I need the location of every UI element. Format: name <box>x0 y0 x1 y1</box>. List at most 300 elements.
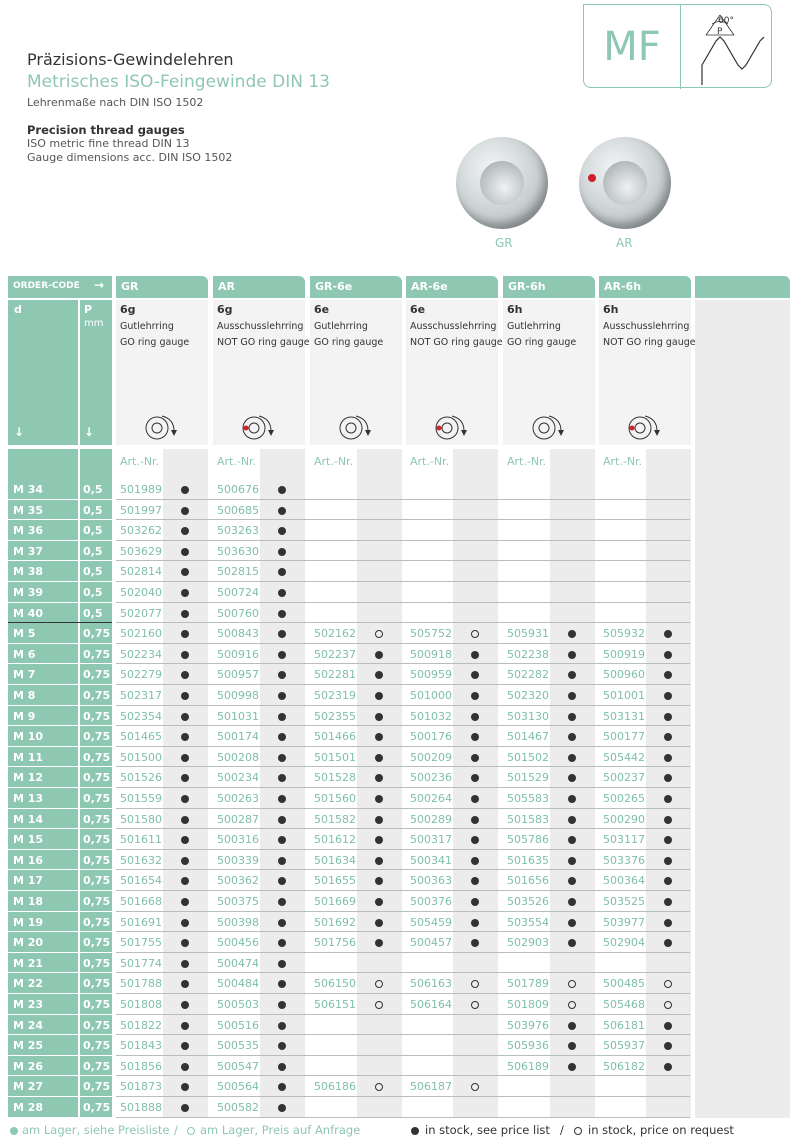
article-number: 500264 <box>410 792 452 805</box>
thread-pitch: 0,75 <box>83 1018 111 1032</box>
row-divider <box>116 705 690 706</box>
page-subtitle: Metrisches ISO-Feingewinde DIN 13 <box>27 72 330 92</box>
group-shade-3 <box>453 449 498 1118</box>
in-stock-dot-icon <box>664 816 672 824</box>
subtitle-en: ISO metric fine thread DIN 13 <box>27 137 190 150</box>
thread-diameter: M 25 <box>13 1039 44 1053</box>
article-number: 505583 <box>507 792 549 805</box>
pitch-label: P <box>717 27 723 37</box>
art-nr-header: Art.-Nr. <box>603 455 643 468</box>
in-stock-dot-icon <box>471 898 479 906</box>
in-stock-dot-icon <box>278 857 286 865</box>
thread-pitch: 0,5 <box>83 606 103 620</box>
row-divider-left <box>8 787 112 788</box>
article-number: 502282 <box>507 668 549 682</box>
thread-pitch: 0,75 <box>83 977 111 991</box>
article-number: 500177 <box>603 730 645 744</box>
thread-pitch: 0,75 <box>83 668 111 682</box>
row-divider-left <box>8 849 112 850</box>
in-stock-dot-icon <box>375 816 383 824</box>
thread-pitch: 0,75 <box>83 750 111 764</box>
gr-image-label: GR <box>495 236 513 250</box>
row-divider-left <box>8 869 112 870</box>
p-label: P <box>84 303 93 316</box>
thread-pitch: 0,75 <box>83 1080 111 1094</box>
tolerance-grade: 6g <box>217 303 233 316</box>
thread-diameter: M 37 <box>13 544 44 558</box>
article-number: 502320 <box>507 689 549 702</box>
row-divider-left <box>8 1014 112 1015</box>
in-stock-dot-icon <box>664 857 672 865</box>
row-divider-left <box>8 499 112 500</box>
in-stock-dot-icon <box>375 919 383 927</box>
tolerance-grade: 6h <box>507 303 523 316</box>
row-divider <box>116 1117 690 1118</box>
article-number: 502814 <box>120 565 162 579</box>
row-divider-left <box>8 911 112 912</box>
thread-diameter: M 23 <box>13 998 44 1011</box>
nogo-ring-rotation-icon <box>239 413 279 443</box>
in-stock-dot-icon <box>278 898 286 906</box>
article-number: 502279 <box>120 668 162 682</box>
legend-full-en: in stock, see price list <box>425 1123 550 1137</box>
thread-diameter: M 12 <box>13 771 44 785</box>
in-stock-dot-icon <box>568 919 576 927</box>
thread-diameter: M 24 <box>13 1018 44 1032</box>
d-column-header <box>8 300 78 445</box>
article-number: 500376 <box>410 895 452 908</box>
article-number: 505936 <box>507 1039 549 1053</box>
in-stock-dot-icon <box>181 692 189 700</box>
article-number: 501634 <box>314 853 356 867</box>
article-number: 502317 <box>120 689 162 702</box>
thread-diameter: M 18 <box>13 895 44 908</box>
article-number: 505937 <box>603 1039 645 1053</box>
article-number: 502238 <box>507 647 549 661</box>
legend-open-dot-icon <box>187 1127 195 1135</box>
article-number: 501559 <box>120 792 162 805</box>
thread-diameter: M 15 <box>13 833 44 847</box>
article-number: 501528 <box>314 771 356 785</box>
gauge-name-en: NOT GO ring gauge <box>603 337 696 348</box>
thread-pitch: 0,5 <box>83 565 103 579</box>
article-number: 503526 <box>507 895 549 908</box>
thread-diameter: M 9 <box>13 709 36 723</box>
row-divider-left <box>8 766 112 767</box>
in-stock-dot-icon <box>181 548 189 556</box>
article-number: 505932 <box>603 627 645 641</box>
article-number: 501774 <box>120 956 162 970</box>
in-stock-dot-icon <box>278 651 286 659</box>
row-divider-left <box>8 560 112 561</box>
thread-diameter: M 6 <box>13 647 36 661</box>
go-ring-rotation-icon <box>142 413 182 443</box>
gr-ring-bore <box>480 161 524 205</box>
in-stock-dot-icon <box>568 795 576 803</box>
article-number: 500209 <box>410 750 452 764</box>
gauge-name-en: GO ring gauge <box>314 337 384 348</box>
price-on-request-dot-icon <box>568 1001 576 1009</box>
in-stock-dot-icon <box>181 1104 189 1112</box>
article-number: 501032 <box>410 709 452 723</box>
article-number: 500265 <box>603 792 645 805</box>
in-stock-dot-icon <box>278 589 286 597</box>
article-number: 501635 <box>507 853 549 867</box>
in-stock-dot-icon <box>568 898 576 906</box>
article-number: 506163 <box>410 977 452 991</box>
ar-ring-bore <box>603 161 647 205</box>
d-down-arrow-icon: ↓ <box>14 425 25 439</box>
thread-pitch: 0,75 <box>83 709 111 723</box>
angle-label: 60° <box>718 16 734 26</box>
article-number: 505442 <box>603 750 645 764</box>
row-divider-left <box>8 602 112 603</box>
thread-diameter: M 22 <box>13 977 44 991</box>
in-stock-dot-icon <box>181 960 189 968</box>
ar-image-label: AR <box>616 236 633 250</box>
thread-diameter: M 10 <box>13 730 44 744</box>
thread-diameter: M 34 <box>13 483 44 496</box>
article-number: 500236 <box>410 771 452 785</box>
article-number: 500547 <box>217 1059 259 1073</box>
article-number: 500957 <box>217 668 259 682</box>
thread-diameter: M 17 <box>13 874 44 888</box>
in-stock-dot-icon <box>568 651 576 659</box>
row-divider <box>116 540 690 541</box>
thread-diameter: M 5 <box>13 627 36 641</box>
order-code-arrow-icon: → <box>94 278 105 292</box>
thread-pitch: 0,5 <box>83 524 103 538</box>
thread-type-badge <box>583 4 772 88</box>
row-divider-left <box>8 890 112 891</box>
row-divider <box>116 952 690 953</box>
row-divider <box>116 560 690 561</box>
thread-pitch: 0,75 <box>83 874 111 888</box>
article-number: 503629 <box>120 544 162 558</box>
article-number: 502281 <box>314 668 356 682</box>
row-divider-left <box>8 931 112 932</box>
article-number: 500234 <box>217 771 259 785</box>
in-stock-dot-icon <box>664 713 672 721</box>
article-number: 500474 <box>217 956 259 970</box>
thread-pitch: 0,75 <box>83 730 111 744</box>
tolerance-grade: 6g <box>120 303 136 316</box>
in-stock-dot-icon <box>664 1022 672 1030</box>
article-number: 500760 <box>217 606 259 620</box>
thread-diameter: M 35 <box>13 503 44 517</box>
in-stock-dot-icon <box>181 486 189 494</box>
row-divider <box>116 1096 690 1097</box>
group-header-gr-6h: GR-6h <box>503 276 595 298</box>
in-stock-dot-icon <box>181 816 189 824</box>
art-nr-header: Art.-Nr. <box>314 455 354 468</box>
in-stock-dot-icon <box>278 960 286 968</box>
row-divider-left <box>8 828 112 829</box>
in-stock-dot-icon <box>181 1063 189 1071</box>
row-divider-left <box>8 1117 112 1118</box>
article-number: 500341 <box>410 853 452 867</box>
article-number: 500176 <box>410 730 452 744</box>
row-divider-left <box>8 1075 112 1076</box>
in-stock-dot-icon <box>375 898 383 906</box>
thread-pitch: 0,5 <box>83 503 103 517</box>
row-divider <box>116 1075 690 1076</box>
thread-diameter: M 40 <box>13 606 44 620</box>
in-stock-dot-icon <box>181 919 189 927</box>
go-ring-rotation-icon <box>336 413 376 443</box>
in-stock-dot-icon <box>278 754 286 762</box>
article-number: 501001 <box>603 689 645 702</box>
go-ring-rotation-icon <box>529 413 569 443</box>
article-number: 503263 <box>217 524 259 538</box>
article-number: 502237 <box>314 647 356 661</box>
extra-column-body <box>695 300 790 1118</box>
row-divider <box>116 519 690 520</box>
thread-diameter: M 26 <box>13 1059 44 1073</box>
in-stock-dot-icon <box>278 713 286 721</box>
article-number: 500582 <box>217 1101 259 1114</box>
in-stock-dot-icon <box>375 692 383 700</box>
thread-pitch: 0,75 <box>83 956 111 970</box>
article-number: 501788 <box>120 977 162 991</box>
in-stock-dot-icon <box>375 857 383 865</box>
article-number: 506181 <box>603 1018 645 1032</box>
article-number: 500685 <box>217 503 259 517</box>
row-divider <box>116 1034 690 1035</box>
article-number: 505468 <box>603 998 645 1011</box>
article-number: 500290 <box>603 812 645 826</box>
article-number: 501580 <box>120 812 162 826</box>
row-divider-left <box>8 581 112 582</box>
article-number: 503376 <box>603 853 645 867</box>
group-shade-4 <box>550 449 595 1118</box>
row-divider <box>116 1014 690 1015</box>
article-number: 501500 <box>120 750 162 764</box>
thread-pitch: 0,75 <box>83 689 111 702</box>
thread-diameter: M 38 <box>13 565 44 579</box>
in-stock-dot-icon <box>181 754 189 762</box>
article-number: 503117 <box>603 833 645 847</box>
in-stock-dot-icon <box>471 816 479 824</box>
in-stock-dot-icon <box>181 610 189 618</box>
in-stock-dot-icon <box>664 1063 672 1071</box>
row-divider <box>116 622 690 623</box>
row-divider-left <box>8 643 112 644</box>
row-divider <box>116 602 690 603</box>
in-stock-dot-icon <box>181 857 189 865</box>
thread-pitch: 0,5 <box>83 544 103 558</box>
legend-separator: / <box>174 1123 178 1137</box>
pitch-group-divider <box>8 622 112 623</box>
gauge-name-en: GO ring gauge <box>507 337 577 348</box>
row-divider <box>116 746 690 747</box>
article-number: 501526 <box>120 771 162 785</box>
article-number: 501668 <box>120 895 162 908</box>
in-stock-dot-icon <box>471 754 479 762</box>
in-stock-dot-icon <box>375 795 383 803</box>
legend-open-de: am Lager, Preis auf Anfrage <box>200 1123 361 1137</box>
in-stock-dot-icon <box>181 1001 189 1009</box>
article-number: 503525 <box>603 895 645 908</box>
gauge-name-de: Ausschusslehrring <box>217 321 304 332</box>
thread-diameter: M 13 <box>13 792 44 805</box>
article-number: 506189 <box>507 1059 549 1073</box>
nogo-ring-rotation-icon <box>625 413 665 443</box>
article-number: 501808 <box>120 998 162 1011</box>
thread-profile-icon <box>684 7 770 87</box>
thread-diameter: M 20 <box>13 936 44 950</box>
row-divider-left <box>8 540 112 541</box>
article-number: 501755 <box>120 936 162 950</box>
art-nr-header: Art.-Nr. <box>410 455 450 468</box>
in-stock-dot-icon <box>181 1022 189 1030</box>
article-number: 502319 <box>314 689 356 702</box>
article-number: 502234 <box>120 647 162 661</box>
article-number: 506187 <box>410 1080 452 1094</box>
article-number: 500339 <box>217 853 259 867</box>
price-on-request-dot-icon <box>471 1001 479 1009</box>
extra-column-header <box>695 276 790 298</box>
row-divider <box>116 890 690 891</box>
thread-pitch: 0,75 <box>83 647 111 661</box>
in-stock-dot-icon <box>278 1001 286 1009</box>
article-number: 503130 <box>507 709 549 723</box>
row-divider-left <box>8 705 112 706</box>
in-stock-dot-icon <box>375 754 383 762</box>
gauge-name-en: NOT GO ring gauge <box>217 337 310 348</box>
in-stock-dot-icon <box>278 919 286 927</box>
article-number: 500375 <box>217 895 259 908</box>
article-number: 501888 <box>120 1101 162 1114</box>
in-stock-dot-icon <box>278 1063 286 1071</box>
article-number: 500724 <box>217 586 259 599</box>
article-number: 501632 <box>120 853 162 867</box>
in-stock-dot-icon <box>568 816 576 824</box>
article-number: 500564 <box>217 1080 259 1094</box>
gauge-name-de: Gutlehrring <box>507 321 561 332</box>
group-shade-5 <box>646 449 691 1118</box>
article-number: 501822 <box>120 1018 162 1032</box>
article-number: 500237 <box>603 771 645 785</box>
article-number: 503976 <box>507 1018 549 1032</box>
article-number: 506182 <box>603 1059 645 1073</box>
article-number: 502354 <box>120 709 162 723</box>
in-stock-dot-icon <box>278 1104 286 1112</box>
thread-diameter: M 19 <box>13 915 44 929</box>
in-stock-dot-icon <box>181 589 189 597</box>
article-number: 500289 <box>410 812 452 826</box>
article-number: 502160 <box>120 627 162 641</box>
row-divider <box>116 663 690 664</box>
in-stock-dot-icon <box>568 692 576 700</box>
in-stock-dot-icon <box>181 507 189 515</box>
article-number: 502355 <box>314 709 356 723</box>
article-number: 501560 <box>314 792 356 805</box>
article-number: 500503 <box>217 998 259 1011</box>
article-number: 500208 <box>217 750 259 764</box>
article-number: 500843 <box>217 627 259 641</box>
article-number: 501000 <box>410 689 452 702</box>
article-number: 501465 <box>120 730 162 744</box>
gauge-name-en: GO ring gauge <box>120 337 190 348</box>
tolerance-grade: 6h <box>603 303 619 316</box>
in-stock-dot-icon <box>664 898 672 906</box>
in-stock-dot-icon <box>181 795 189 803</box>
group-header-ar-6h: AR-6h <box>599 276 691 298</box>
article-number: 505752 <box>410 627 452 641</box>
article-number: 500919 <box>603 647 645 661</box>
d-label: d <box>14 303 22 316</box>
row-divider <box>116 869 690 870</box>
in-stock-dot-icon <box>471 795 479 803</box>
article-number: 500485 <box>603 977 645 991</box>
gauge-name-de: Gutlehrring <box>314 321 368 332</box>
thread-pitch: 0,75 <box>83 1101 111 1114</box>
in-stock-dot-icon <box>664 754 672 762</box>
thread-diameter: M 14 <box>13 812 44 826</box>
price-on-request-dot-icon <box>664 1001 672 1009</box>
row-divider <box>116 581 690 582</box>
in-stock-dot-icon <box>278 692 286 700</box>
article-number: 500456 <box>217 936 259 950</box>
article-number: 505931 <box>507 627 549 641</box>
article-number: 500960 <box>603 668 645 682</box>
article-number: 505786 <box>507 833 549 847</box>
badge-divider <box>680 5 681 89</box>
article-number: 500316 <box>217 833 259 847</box>
article-number: 501873 <box>120 1080 162 1094</box>
thread-diameter: M 7 <box>13 668 36 682</box>
article-number: 501756 <box>314 936 356 950</box>
article-number: 501031 <box>217 709 259 723</box>
article-number: 501997 <box>120 503 162 517</box>
in-stock-dot-icon <box>471 651 479 659</box>
article-number: 500918 <box>410 647 452 661</box>
ar-red-marker-icon <box>588 174 596 182</box>
article-number: 501809 <box>507 998 549 1011</box>
article-number: 501466 <box>314 730 356 744</box>
article-number: 500457 <box>410 936 452 950</box>
article-number: 501789 <box>507 977 549 991</box>
in-stock-dot-icon <box>568 1022 576 1030</box>
row-divider-left <box>8 684 112 685</box>
thread-pitch: 0,75 <box>83 915 111 929</box>
legend-full-dot-icon <box>10 1127 18 1135</box>
article-number: 501467 <box>507 730 549 744</box>
row-divider-left <box>8 1034 112 1035</box>
article-number: 500916 <box>217 647 259 661</box>
thread-diameter: M 11 <box>13 750 44 764</box>
thread-pitch: 0,75 <box>83 792 111 805</box>
article-number: 500398 <box>217 915 259 929</box>
article-number: 501611 <box>120 833 162 847</box>
tolerance-grade: 6e <box>410 303 426 316</box>
p-unit-label: mm <box>84 318 104 329</box>
legend-open-dot-icon-en <box>574 1127 582 1135</box>
in-stock-dot-icon <box>664 651 672 659</box>
thread-pitch: 0,75 <box>83 998 111 1011</box>
article-number: 500263 <box>217 792 259 805</box>
in-stock-dot-icon <box>664 795 672 803</box>
group-header-ar: AR <box>213 276 305 298</box>
row-divider-left <box>8 746 112 747</box>
row-divider <box>116 684 690 685</box>
article-number: 501529 <box>507 771 549 785</box>
row-divider <box>116 849 690 850</box>
in-stock-dot-icon <box>278 795 286 803</box>
row-divider <box>116 808 690 809</box>
gauge-name-de: Gutlehrring <box>120 321 174 332</box>
